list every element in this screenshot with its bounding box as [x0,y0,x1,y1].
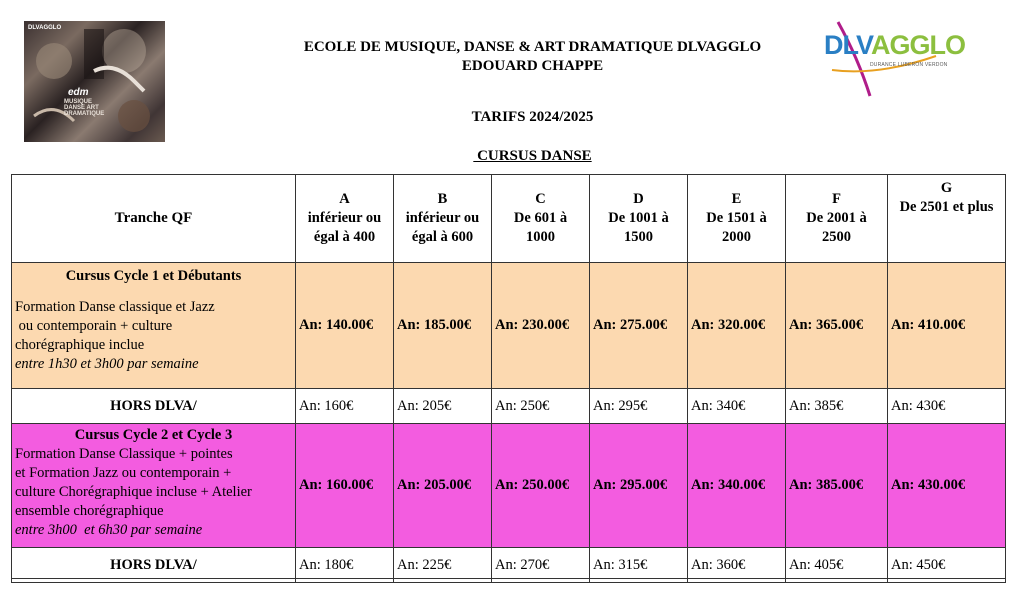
price-cell: An: 360€ [688,548,786,583]
brand-tagline: DURANCE LUBERON VERDON [870,62,948,68]
table-row [12,263,1006,389]
price-cell: An: 275.00€ [590,263,688,389]
column-header: E De 1501 à 2000 [688,175,786,263]
price-cell: An: 405€ [786,548,888,583]
price-cell: An: 450€ [888,548,1006,583]
price-cell: An: 315€ [590,548,688,583]
price-cell: An: 270€ [492,548,590,583]
table-header-row [12,175,1006,263]
column-header: D De 1001 à 1500 [590,175,688,263]
column-header: A inférieur ou égal à 400 [296,175,394,263]
price-cell: An: 365.00€ [786,263,888,389]
price-cell: An: 185.00€ [394,263,492,389]
logo-top-text: DLVAGGLO [28,25,62,31]
brand-name: DLVAGGLO [824,30,965,60]
price-cell: An: 340€ [688,389,786,424]
logo-mark: edm [68,87,89,98]
table-row [12,389,1006,424]
price-cell: An: 250€ [492,389,590,424]
pricing-table [11,174,1006,583]
price-cell: An: 180€ [296,548,394,583]
price-cell: An: 225€ [394,548,492,583]
tarifs-heading: TARIFS 2024/2025 [471,109,594,125]
school-logo [24,21,165,142]
price-cell: An: 140.00€ [296,263,394,389]
price-cell: An: 230.00€ [492,263,590,389]
column-header: G De 2501 et plus [888,175,1006,263]
row-label-hors-dlva: HORS DLVA/ [12,389,296,424]
column-header: F De 2001 à 2500 [786,175,888,263]
column-header: B inférieur ou égal à 600 [394,175,492,263]
price-cell: An: 160.00€ [296,424,394,548]
price-cell: An: 320.00€ [688,263,786,389]
price-cell: An: 340.00€ [688,424,786,548]
column-header: C De 601 à 1000 [492,175,590,263]
price-cell: An: 205.00€ [394,424,492,548]
logo-text: MUSIQUE DANSE ART DRAMATIQUE [64,99,105,117]
price-cell: An: 250.00€ [492,424,590,548]
price-cell: An: 385€ [786,389,888,424]
price-cell: An: 385.00€ [786,424,888,548]
price-cell: An: 295.00€ [590,424,688,548]
school-title: ECOLE DE MUSIQUE, DANSE & ART DRAMATIQUE DLVAGGLO EDOUARD CHAPPE [303,39,762,74]
corner-label: Tranche QF [12,175,296,263]
row-label-cycle1: Cursus Cycle 1 et Débutants Formation Danse classique et Jazz ou contemporain + culture chorégraphique inclue entre 1h30 et 3h00 par semaine [12,263,296,389]
price-cell: An: 205€ [394,389,492,424]
price-cell: An: 160€ [296,389,394,424]
section-heading: CURSUS DANSE [473,148,592,164]
price-cell: An: 410.00€ [888,263,1006,389]
price-cell: An: 430€ [888,389,1006,424]
row-label-hors-dlva: HORS DLVA/ [12,548,296,583]
table-bottom-border [11,578,1005,579]
row-label-cycle2-3: Cursus Cycle 2 et Cycle 3 Formation Danse Classique + pointes et Formation Jazz ou contemporain + culture Chorégraphique incluse + Atelier ensemble chorégraphique entre 3h00 et 6h30 par semaine [12,424,296,548]
price-cell: An: 295€ [590,389,688,424]
dance-collage-image [24,21,165,142]
price-cell: An: 430.00€ [888,424,1006,548]
table-row [12,424,1006,548]
